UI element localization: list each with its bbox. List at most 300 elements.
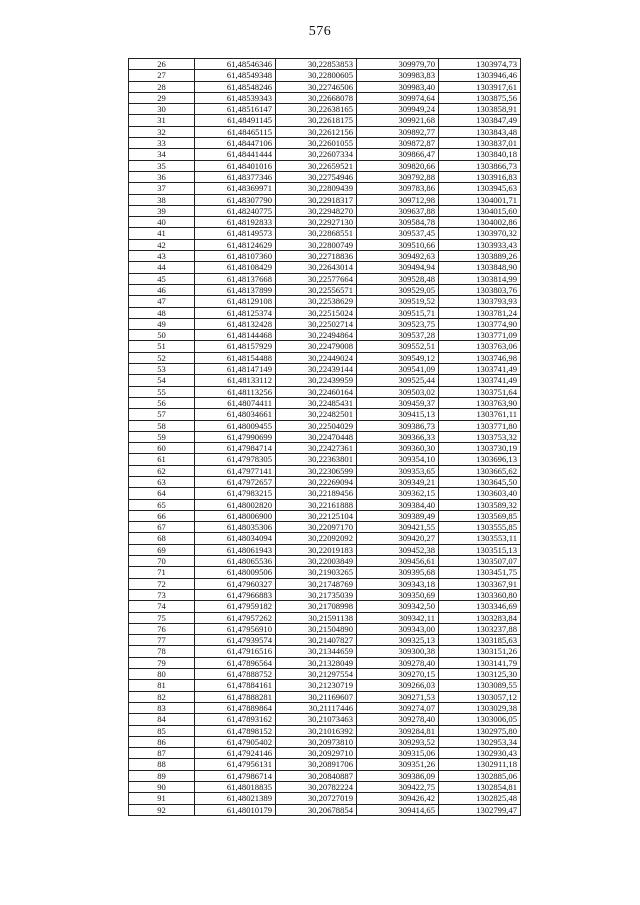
table-row bbox=[129, 217, 521, 228]
table-row bbox=[129, 702, 521, 713]
table-row bbox=[129, 669, 521, 680]
table-row bbox=[129, 251, 521, 262]
table-cell: 61,47978305 bbox=[195, 454, 276, 465]
table-cell: 38 bbox=[129, 194, 195, 205]
table-cell: 39 bbox=[129, 205, 195, 216]
table-row bbox=[129, 510, 521, 521]
table-cell: 309422,75 bbox=[357, 782, 439, 793]
table-cell: 55 bbox=[129, 386, 195, 397]
table-cell: 61,48147149 bbox=[195, 364, 276, 375]
table-cell: 28 bbox=[129, 81, 195, 92]
table-cell: 86 bbox=[129, 736, 195, 747]
table-cell: 1303917,61 bbox=[439, 81, 521, 92]
table-cell: 309271,53 bbox=[357, 691, 439, 702]
table-cell: 64 bbox=[129, 488, 195, 499]
table-cell: 81 bbox=[129, 680, 195, 691]
table-cell: 30,21169607 bbox=[276, 691, 357, 702]
table-row bbox=[129, 205, 521, 216]
table-cell: 61,48034661 bbox=[195, 409, 276, 420]
table-cell: 61,48113256 bbox=[195, 386, 276, 397]
table-cell: 61,48401016 bbox=[195, 160, 276, 171]
table-row bbox=[129, 341, 521, 352]
table-cell: 309983,40 bbox=[357, 81, 439, 92]
table-cell: 1303889,26 bbox=[439, 251, 521, 262]
table-cell: 61 bbox=[129, 454, 195, 465]
table-cell: 309349,21 bbox=[357, 476, 439, 487]
table-row bbox=[129, 115, 521, 126]
table-cell: 61,48009455 bbox=[195, 420, 276, 431]
table-cell: 30,22502714 bbox=[276, 318, 357, 329]
table-cell: 30,21504890 bbox=[276, 623, 357, 634]
table-cell: 61,48441444 bbox=[195, 149, 276, 160]
table-row bbox=[129, 183, 521, 194]
table-cell: 61,47956131 bbox=[195, 759, 276, 770]
table-row bbox=[129, 612, 521, 623]
table-row bbox=[129, 646, 521, 657]
table-cell: 309325,13 bbox=[357, 635, 439, 646]
table-cell: 1303665,62 bbox=[439, 465, 521, 476]
table-cell: 61,48034094 bbox=[195, 533, 276, 544]
table-cell: 71 bbox=[129, 567, 195, 578]
table-row bbox=[129, 465, 521, 476]
table-cell: 1303569,85 bbox=[439, 510, 521, 521]
table-cell: 30,22504029 bbox=[276, 420, 357, 431]
table-cell: 30,22556571 bbox=[276, 284, 357, 295]
table-cell: 1303451,75 bbox=[439, 567, 521, 578]
table-cell: 69 bbox=[129, 544, 195, 555]
table-cell: 61,48144468 bbox=[195, 330, 276, 341]
table-cell: 30,22618175 bbox=[276, 115, 357, 126]
table-cell: 309420,27 bbox=[357, 533, 439, 544]
table-cell: 30,22485431 bbox=[276, 397, 357, 408]
table-cell: 1303730,19 bbox=[439, 443, 521, 454]
table-row bbox=[129, 81, 521, 92]
table-cell: 1303125,30 bbox=[439, 669, 521, 680]
table-cell: 309395,68 bbox=[357, 567, 439, 578]
table-cell: 309492,63 bbox=[357, 251, 439, 262]
table-cell: 309350,69 bbox=[357, 589, 439, 600]
table-row bbox=[129, 397, 521, 408]
table-row bbox=[129, 657, 521, 668]
table-row bbox=[129, 804, 521, 815]
table-row bbox=[129, 126, 521, 137]
table-cell: 30,21328049 bbox=[276, 657, 357, 668]
table-cell: 30,22482501 bbox=[276, 409, 357, 420]
table-cell: 90 bbox=[129, 782, 195, 793]
table-cell: 61,48125374 bbox=[195, 307, 276, 318]
table-cell: 309712,98 bbox=[357, 194, 439, 205]
table-cell: 1302854,81 bbox=[439, 782, 521, 793]
table-cell: 309584,78 bbox=[357, 217, 439, 228]
table-cell: 309637,88 bbox=[357, 205, 439, 216]
table-cell: 1303875,56 bbox=[439, 92, 521, 103]
table-cell: 1303603,40 bbox=[439, 488, 521, 499]
table-cell: 1303751,64 bbox=[439, 386, 521, 397]
table-cell: 30,20782224 bbox=[276, 782, 357, 793]
table-cell: 309351,26 bbox=[357, 759, 439, 770]
table-cell: 66 bbox=[129, 510, 195, 521]
table-cell: 61,47966883 bbox=[195, 589, 276, 600]
table-row bbox=[129, 262, 521, 273]
table-cell: 309386,73 bbox=[357, 420, 439, 431]
table-cell: 72 bbox=[129, 578, 195, 589]
table-cell: 30,22269094 bbox=[276, 476, 357, 487]
table-row bbox=[129, 522, 521, 533]
table-cell: 309983,83 bbox=[357, 70, 439, 81]
table-cell: 36 bbox=[129, 171, 195, 182]
table-cell: 61,48137899 bbox=[195, 284, 276, 295]
table-cell: 48 bbox=[129, 307, 195, 318]
table-cell: 40 bbox=[129, 217, 195, 228]
table-cell: 1303237,88 bbox=[439, 623, 521, 634]
table-cell: 1303367,91 bbox=[439, 578, 521, 589]
table-row bbox=[129, 770, 521, 781]
table-cell: 309386,09 bbox=[357, 770, 439, 781]
table-cell: 30,22612156 bbox=[276, 126, 357, 137]
table-row bbox=[129, 104, 521, 115]
table-cell: 61,48516147 bbox=[195, 104, 276, 115]
table-cell: 60 bbox=[129, 443, 195, 454]
table-cell: 30,22638165 bbox=[276, 104, 357, 115]
table-cell: 30,22607334 bbox=[276, 149, 357, 160]
table-cell: 1303774,90 bbox=[439, 318, 521, 329]
table-row bbox=[129, 635, 521, 646]
table-cell: 83 bbox=[129, 702, 195, 713]
table-cell: 309515,71 bbox=[357, 307, 439, 318]
table-cell: 61,48133112 bbox=[195, 375, 276, 386]
table-row bbox=[129, 92, 521, 103]
table-cell: 30,22460164 bbox=[276, 386, 357, 397]
table-row bbox=[129, 782, 521, 793]
table-cell: 1303763,06 bbox=[439, 341, 521, 352]
table-cell: 30,21748769 bbox=[276, 578, 357, 589]
table-cell: 309360,30 bbox=[357, 443, 439, 454]
table-cell: 30,22659521 bbox=[276, 160, 357, 171]
table-cell: 61,48192833 bbox=[195, 217, 276, 228]
table-cell: 30,22479008 bbox=[276, 341, 357, 352]
table-cell: 1303837,01 bbox=[439, 138, 521, 149]
table-cell: 61,47924146 bbox=[195, 748, 276, 759]
table-cell: 309293,52 bbox=[357, 736, 439, 747]
table-row bbox=[129, 330, 521, 341]
table-row bbox=[129, 352, 521, 363]
table-row bbox=[129, 375, 521, 386]
table-cell: 309452,38 bbox=[357, 544, 439, 555]
table-cell: 1303555,85 bbox=[439, 522, 521, 533]
table-cell: 61,48010179 bbox=[195, 804, 276, 815]
table-row bbox=[129, 420, 521, 431]
table-cell: 61,48377346 bbox=[195, 171, 276, 182]
table-row bbox=[129, 138, 521, 149]
table-cell: 309792,88 bbox=[357, 171, 439, 182]
table-cell: 30,21117446 bbox=[276, 702, 357, 713]
table-cell: 1303761,11 bbox=[439, 409, 521, 420]
table-cell: 309362,15 bbox=[357, 488, 439, 499]
table-cell: 52 bbox=[129, 352, 195, 363]
table-cell: 1303006,05 bbox=[439, 714, 521, 725]
table-cell: 309278,40 bbox=[357, 714, 439, 725]
table-row bbox=[129, 533, 521, 544]
table-cell: 309523,75 bbox=[357, 318, 439, 329]
table-cell: 61,48149573 bbox=[195, 228, 276, 239]
table-cell: 61,47888281 bbox=[195, 691, 276, 702]
table-cell: 30,22918317 bbox=[276, 194, 357, 205]
table-cell: 30,22494864 bbox=[276, 330, 357, 341]
table-cell: 61,47939574 bbox=[195, 635, 276, 646]
table-cell: 88 bbox=[129, 759, 195, 770]
table-cell: 1303916,83 bbox=[439, 171, 521, 182]
table-cell: 61,48108429 bbox=[195, 262, 276, 273]
table-cell: 30,22868551 bbox=[276, 228, 357, 239]
table-row bbox=[129, 454, 521, 465]
table-cell: 1304015,60 bbox=[439, 205, 521, 216]
table-cell: 30,21591138 bbox=[276, 612, 357, 623]
table-cell: 27 bbox=[129, 70, 195, 81]
table-cell: 309783,86 bbox=[357, 183, 439, 194]
table-cell: 61,48491145 bbox=[195, 115, 276, 126]
table-cell: 45 bbox=[129, 273, 195, 284]
table-row bbox=[129, 307, 521, 318]
table-cell: 89 bbox=[129, 770, 195, 781]
table-cell: 53 bbox=[129, 364, 195, 375]
table-cell: 30,22161888 bbox=[276, 499, 357, 510]
table-cell: 61,48035306 bbox=[195, 522, 276, 533]
table-cell: 1302825,48 bbox=[439, 793, 521, 804]
table-cell: 30,22515024 bbox=[276, 307, 357, 318]
table-cell: 1303696,13 bbox=[439, 454, 521, 465]
table-cell: 1303029,38 bbox=[439, 702, 521, 713]
table-cell: 30,22125104 bbox=[276, 510, 357, 521]
table-cell: 309872,87 bbox=[357, 138, 439, 149]
table-cell: 1303847,49 bbox=[439, 115, 521, 126]
table-cell: 61,47977141 bbox=[195, 465, 276, 476]
table-cell: 30,22577664 bbox=[276, 273, 357, 284]
table-row bbox=[129, 567, 521, 578]
table-cell: 61,47956910 bbox=[195, 623, 276, 634]
table-cell: 30,22800749 bbox=[276, 239, 357, 250]
table-cell: 61,48307790 bbox=[195, 194, 276, 205]
table-cell: 61,48369971 bbox=[195, 183, 276, 194]
table-cell: 61,47983215 bbox=[195, 488, 276, 499]
table-cell: 30,22538629 bbox=[276, 296, 357, 307]
table-cell: 309537,45 bbox=[357, 228, 439, 239]
table-cell: 50 bbox=[129, 330, 195, 341]
table-cell: 31 bbox=[129, 115, 195, 126]
table-cell: 61,47893162 bbox=[195, 714, 276, 725]
table-row bbox=[129, 714, 521, 725]
table-cell: 30,20727019 bbox=[276, 793, 357, 804]
table-cell: 1302953,34 bbox=[439, 736, 521, 747]
table-row bbox=[129, 623, 521, 634]
table-cell: 30,22092092 bbox=[276, 533, 357, 544]
table-cell: 1303346,69 bbox=[439, 601, 521, 612]
table-cell: 78 bbox=[129, 646, 195, 657]
table-cell: 84 bbox=[129, 714, 195, 725]
table-cell: 37 bbox=[129, 183, 195, 194]
table-cell: 1302930,43 bbox=[439, 748, 521, 759]
table-cell: 309353,65 bbox=[357, 465, 439, 476]
table-cell: 1303589,32 bbox=[439, 499, 521, 510]
table-cell: 30,22948270 bbox=[276, 205, 357, 216]
table-cell: 56 bbox=[129, 397, 195, 408]
table-cell: 1302911,18 bbox=[439, 759, 521, 770]
table-cell: 30,21407827 bbox=[276, 635, 357, 646]
table-row bbox=[129, 759, 521, 770]
table-cell: 1303645,50 bbox=[439, 476, 521, 487]
table-cell: 30,20678854 bbox=[276, 804, 357, 815]
table-cell: 309415,13 bbox=[357, 409, 439, 420]
table-cell: 54 bbox=[129, 375, 195, 386]
table-row bbox=[129, 59, 521, 70]
table-cell: 30,22668078 bbox=[276, 92, 357, 103]
table-cell: 1303945,63 bbox=[439, 183, 521, 194]
table-cell: 61,47884161 bbox=[195, 680, 276, 691]
table-cell: 61,47889864 bbox=[195, 702, 276, 713]
table-cell: 35 bbox=[129, 160, 195, 171]
table-cell: 43 bbox=[129, 251, 195, 262]
table-cell: 1303507,07 bbox=[439, 556, 521, 567]
table-cell: 309354,10 bbox=[357, 454, 439, 465]
table-cell: 33 bbox=[129, 138, 195, 149]
table-cell: 61,48465115 bbox=[195, 126, 276, 137]
table-cell: 1303803,76 bbox=[439, 284, 521, 295]
table-cell: 309456,61 bbox=[357, 556, 439, 567]
table-cell: 309549,12 bbox=[357, 352, 439, 363]
table-row bbox=[129, 239, 521, 250]
table-cell: 30,22019183 bbox=[276, 544, 357, 555]
table-row bbox=[129, 443, 521, 454]
table-cell: 309284,81 bbox=[357, 725, 439, 736]
table-cell: 73 bbox=[129, 589, 195, 600]
table-cell: 61,48549348 bbox=[195, 70, 276, 81]
table-cell: 30,22306599 bbox=[276, 465, 357, 476]
table-cell: 30,22427361 bbox=[276, 443, 357, 454]
table-cell: 29 bbox=[129, 92, 195, 103]
coordinates-table-body bbox=[129, 59, 521, 816]
table-cell: 309459,37 bbox=[357, 397, 439, 408]
table-row bbox=[129, 736, 521, 747]
table-cell: 30,22470448 bbox=[276, 431, 357, 442]
table-cell: 1303753,32 bbox=[439, 431, 521, 442]
table-cell: 309343,18 bbox=[357, 578, 439, 589]
table-cell: 47 bbox=[129, 296, 195, 307]
table-cell: 1302975,80 bbox=[439, 725, 521, 736]
table-cell: 61,48021389 bbox=[195, 793, 276, 804]
table-cell: 61,47888752 bbox=[195, 669, 276, 680]
table-cell: 309426,42 bbox=[357, 793, 439, 804]
table-cell: 76 bbox=[129, 623, 195, 634]
table-cell: 61,47986714 bbox=[195, 770, 276, 781]
table-cell: 77 bbox=[129, 635, 195, 646]
table-cell: 309384,40 bbox=[357, 499, 439, 510]
page-number: 576 bbox=[308, 24, 332, 39]
table-cell: 30,22754946 bbox=[276, 171, 357, 182]
table-cell: 1303814,99 bbox=[439, 273, 521, 284]
table-cell: 30,22809439 bbox=[276, 183, 357, 194]
table-cell: 30,22003849 bbox=[276, 556, 357, 567]
table-cell: 87 bbox=[129, 748, 195, 759]
table-cell: 46 bbox=[129, 284, 195, 295]
table-cell: 68 bbox=[129, 533, 195, 544]
table-cell: 309537,28 bbox=[357, 330, 439, 341]
table-cell: 61,48009506 bbox=[195, 567, 276, 578]
table-cell: 79 bbox=[129, 657, 195, 668]
table-cell: 309921,68 bbox=[357, 115, 439, 126]
table-row bbox=[129, 70, 521, 81]
table-cell: 1304001,71 bbox=[439, 194, 521, 205]
table-row bbox=[129, 725, 521, 736]
table-cell: 30,22800605 bbox=[276, 70, 357, 81]
table-cell: 61,47905402 bbox=[195, 736, 276, 747]
table-cell: 1303763,90 bbox=[439, 397, 521, 408]
table-cell: 61,48132428 bbox=[195, 318, 276, 329]
table-cell: 61,48006900 bbox=[195, 510, 276, 521]
table-cell: 32 bbox=[129, 126, 195, 137]
table-cell: 1303933,43 bbox=[439, 239, 521, 250]
table-cell: 61,48074411 bbox=[195, 397, 276, 408]
table-cell: 49 bbox=[129, 318, 195, 329]
table-cell: 92 bbox=[129, 804, 195, 815]
table-cell: 309389,49 bbox=[357, 510, 439, 521]
table-row bbox=[129, 578, 521, 589]
table-cell: 61,47957262 bbox=[195, 612, 276, 623]
table-cell: 30 bbox=[129, 104, 195, 115]
table-cell: 61,48157929 bbox=[195, 341, 276, 352]
table-cell: 309494,94 bbox=[357, 262, 439, 273]
table-cell: 30,22439144 bbox=[276, 364, 357, 375]
table-cell: 30,21708998 bbox=[276, 601, 357, 612]
table-cell: 61,48546346 bbox=[195, 59, 276, 70]
table-cell: 1304002,86 bbox=[439, 217, 521, 228]
table-row bbox=[129, 748, 521, 759]
table-cell: 30,21297554 bbox=[276, 669, 357, 680]
table-row bbox=[129, 194, 521, 205]
table-row bbox=[129, 793, 521, 804]
table-row bbox=[129, 691, 521, 702]
table-cell: 1303553,11 bbox=[439, 533, 521, 544]
table-cell: 30,22643014 bbox=[276, 262, 357, 273]
table-cell: 30,21016392 bbox=[276, 725, 357, 736]
table-cell: 309343,00 bbox=[357, 623, 439, 634]
table-cell: 30,20840887 bbox=[276, 770, 357, 781]
table-cell: 61,48107360 bbox=[195, 251, 276, 262]
table-cell: 309820,66 bbox=[357, 160, 439, 171]
table-cell: 61,47898152 bbox=[195, 725, 276, 736]
table-cell: 309525,44 bbox=[357, 375, 439, 386]
table-cell: 30,21903265 bbox=[276, 567, 357, 578]
table-row bbox=[129, 318, 521, 329]
coordinates-table bbox=[128, 58, 521, 816]
table-cell: 1303741,49 bbox=[439, 375, 521, 386]
table-cell: 67 bbox=[129, 522, 195, 533]
table-cell: 1303946,46 bbox=[439, 70, 521, 81]
table-row bbox=[129, 556, 521, 567]
table-cell: 63 bbox=[129, 476, 195, 487]
table-cell: 61,47960327 bbox=[195, 578, 276, 589]
table-row bbox=[129, 476, 521, 487]
table-row bbox=[129, 149, 521, 160]
table-cell: 58 bbox=[129, 420, 195, 431]
table-cell: 30,20973810 bbox=[276, 736, 357, 747]
table-cell: 61,48548246 bbox=[195, 81, 276, 92]
table-cell: 309421,55 bbox=[357, 522, 439, 533]
table-cell: 309414,65 bbox=[357, 804, 439, 815]
table-cell: 309366,33 bbox=[357, 431, 439, 442]
table-cell: 1303746,98 bbox=[439, 352, 521, 363]
table-cell: 1303858,91 bbox=[439, 104, 521, 115]
table-cell: 61,47916516 bbox=[195, 646, 276, 657]
table-cell: 30,22363801 bbox=[276, 454, 357, 465]
